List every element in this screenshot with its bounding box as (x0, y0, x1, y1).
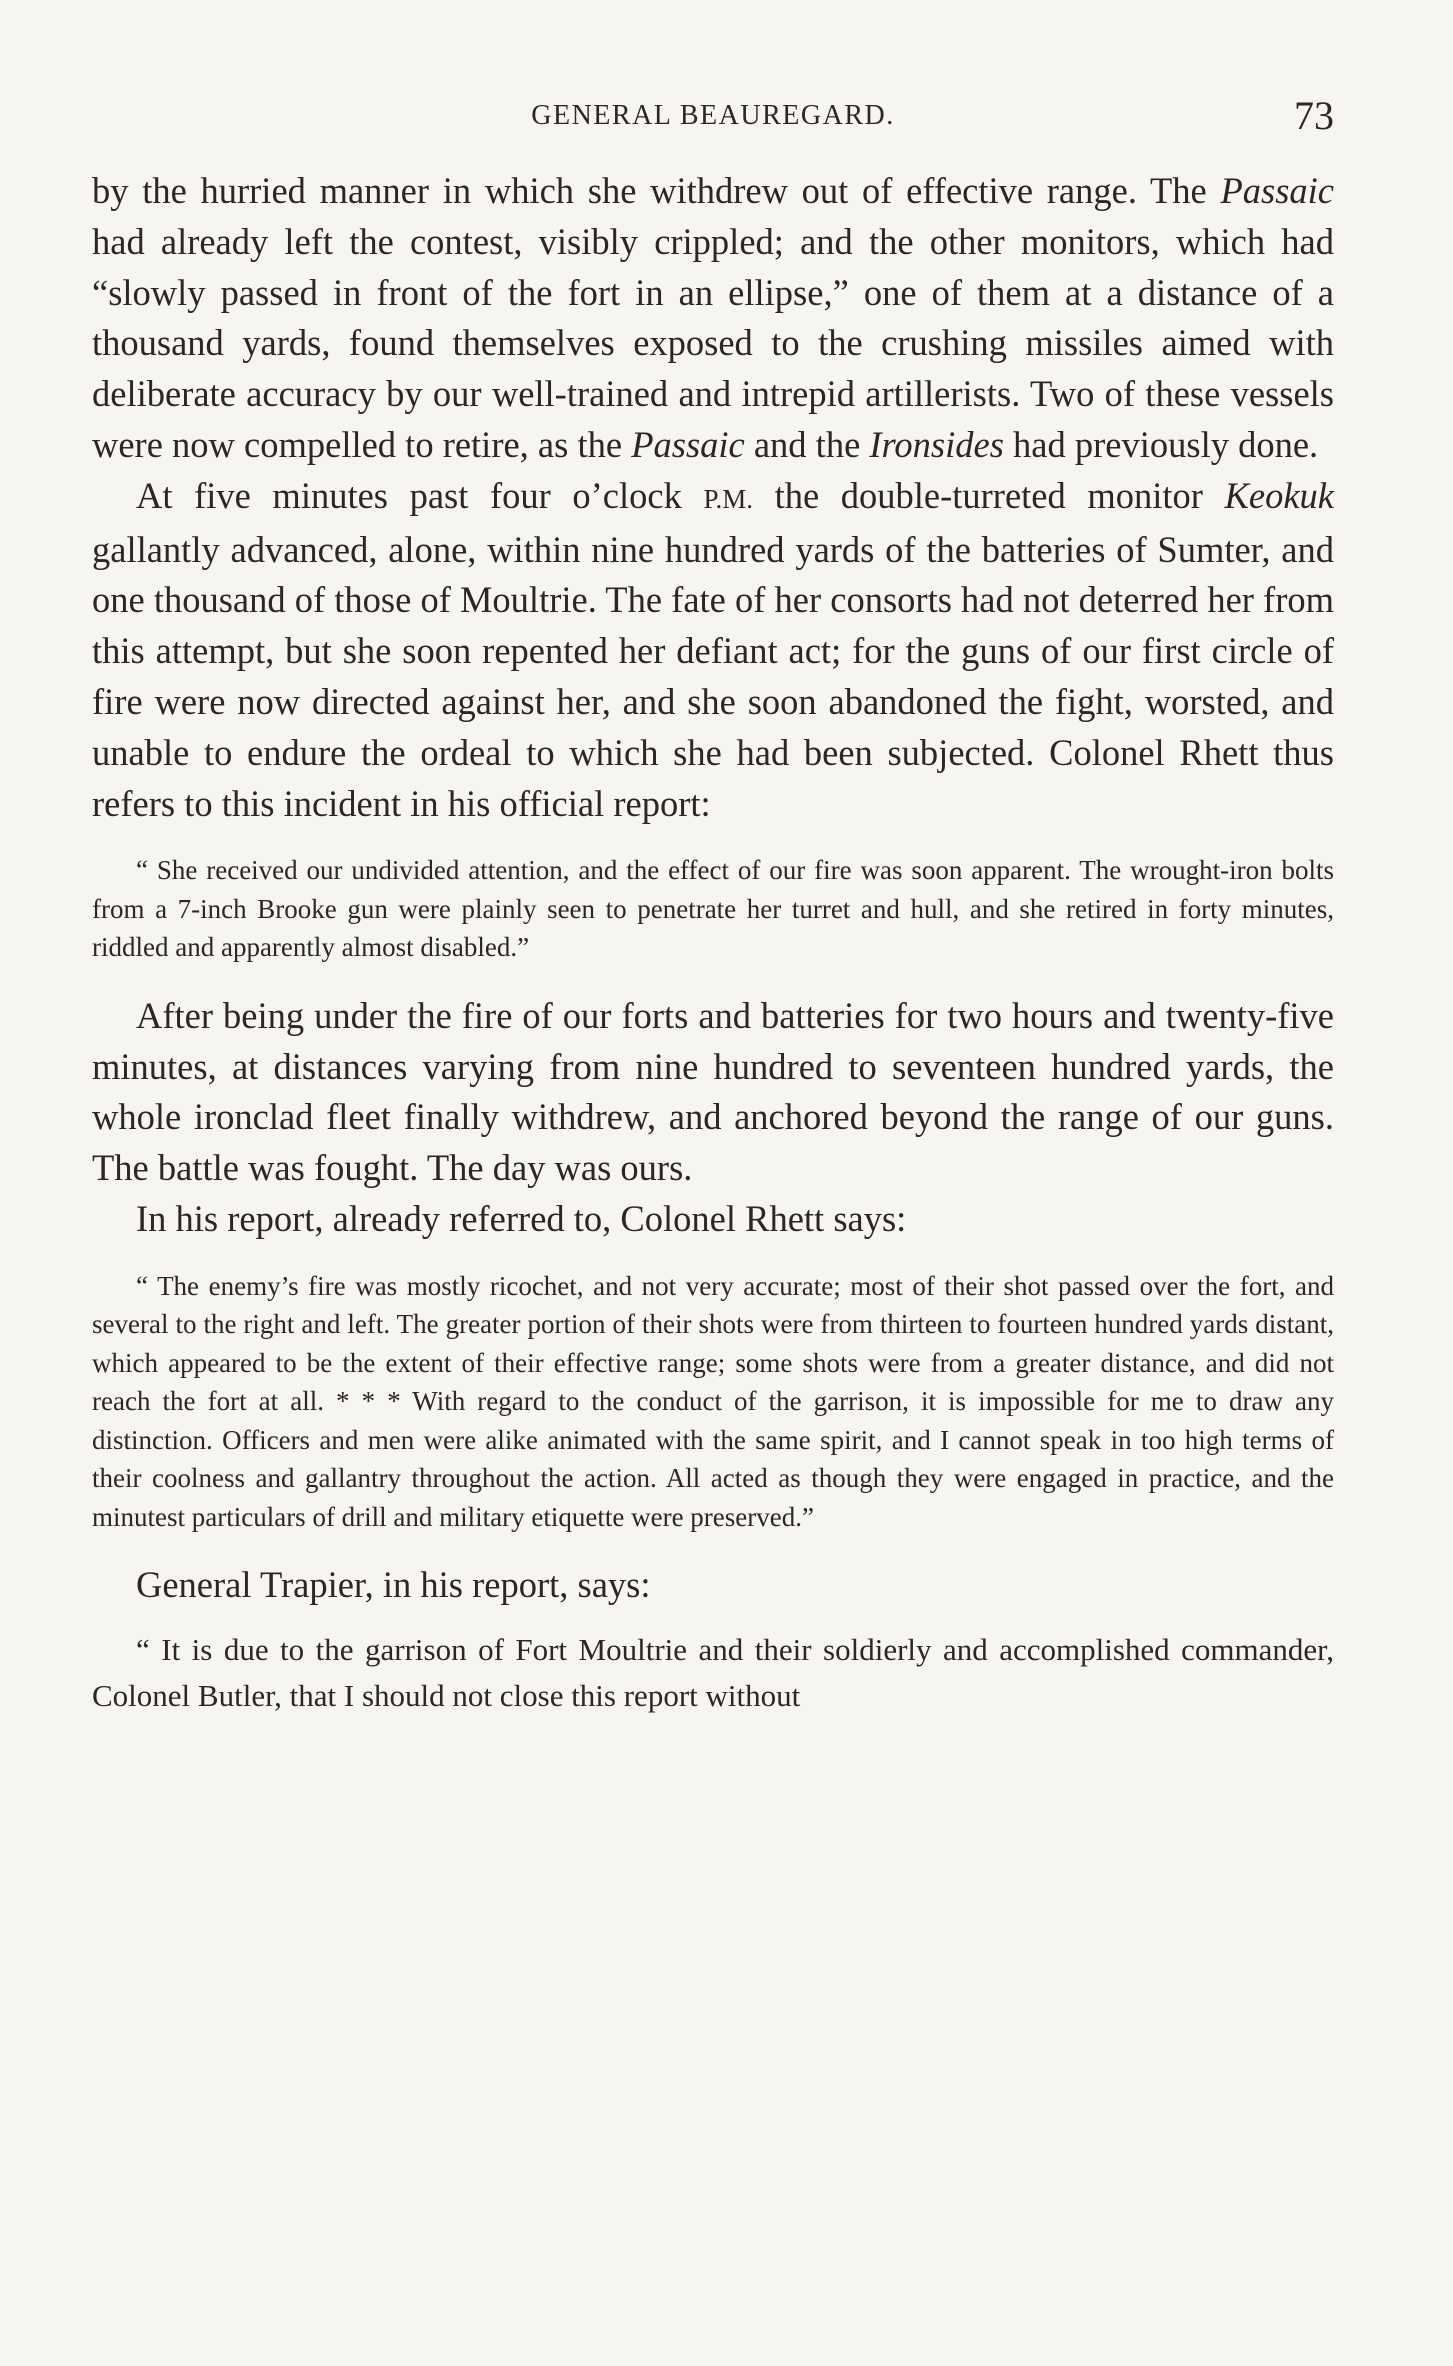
paragraph-1-text: had previously done. (1003, 423, 1319, 465)
page-number: 73 (1294, 93, 1334, 138)
quotation-2: “ The enemy’s fire was mostly ricochet, and not very accurate; most of their shot passed over the fort, and several to the right and left. The greater portion of their shots were from thirteen to fourteen hundred yards distant, which appeared to be the extent of their effective range; some shots were from a greater distance, and did not reach the fort at all. * * * With regard to the conduct of the garrison, it is impossible for me to draw any distinction. Officers and men were alike animated with the same spirit, and I cannot speak in too high terms of their coolness and gallantry throughout the action. All acted as though they were engaged in practice, and the minutest particulars of drill and military etiquette were preserved.” (92, 1270, 1334, 1532)
paragraph-4: In his report, already referred to, Colonel Rhett says: (136, 1198, 907, 1240)
body-text (92, 166, 1334, 1719)
paragraph-2-text: At five minutes past four o’clock (136, 474, 704, 516)
paragraph-2 (92, 471, 1334, 830)
paragraph-1-text: had already left the contest, visibly crippled; and the other monitors, which had “slowly passed in front of the fort in an ellipse,” one of them at a distance of a thousand yards, found themselves exposed to the crushing missiles aimed with deliberate accuracy by our well-trained and intrepid artillerists. Two of these vessels were now compelled to retire, as the (92, 220, 1334, 465)
ship-name-keokuk: Keokuk (1224, 474, 1334, 516)
ship-name-passaic: Passaic (1220, 170, 1334, 211)
time-pm: P.M. (703, 483, 753, 514)
paragraph-3: After being under the fire of our forts and batteries for two hours and twenty-five minutes, at distances varying from nine hundred to seventeen hundred yards, the whole ironclad fleet finally withdrew, and anchored beyond the range of our guns. The battle was fought. The day was ours. (92, 994, 1334, 1189)
running-head: GENERAL BEAUREGARD. (531, 100, 895, 131)
ship-name-ironsides: Ironsides (869, 423, 1004, 465)
paragraph-2-text: gallantly advanced, alone, within nine hundred yards of the batteries of Sumter, and one thousand of those of Moultrie. The fate of her consorts had not deterred her from this attempt, but she soon repented her defiant act; for the guns of our first circle of fire were now directed against her, and she soon abandoned the fight, worsted, and unable to endure the ordeal to which she had been subjected. Colonel Rhett thus refers to this incident in his official report: (92, 528, 1334, 824)
paragraph-1-text: and the (744, 423, 870, 465)
quotation-3: “ It is due to the garrison of Fort Moultrie and their soldierly and accomplished commander, Colonel Butler, that I should not close this report without (92, 1632, 1334, 1714)
paragraph-5: General Trapier, in his report, says: (136, 1564, 651, 1606)
paragraph-1 (92, 166, 1334, 471)
paragraph-2-text: the double-turreted monitor (752, 474, 1225, 516)
paragraph-1-text: by the hurried manner in which she withdrew out of effective range. The (92, 170, 1221, 211)
ship-name-passaic: Passaic (631, 423, 745, 465)
quotation-1: “ She received our undivided attention, and the effect of our fire was soon apparent. The wrought-iron bolts from a 7-inch Brooke gun were plainly seen to penetrate her turret and hull, and she retired in forty minutes, riddled and apparently almost disabled.” (92, 855, 1334, 963)
page-header (92, 92, 1334, 144)
